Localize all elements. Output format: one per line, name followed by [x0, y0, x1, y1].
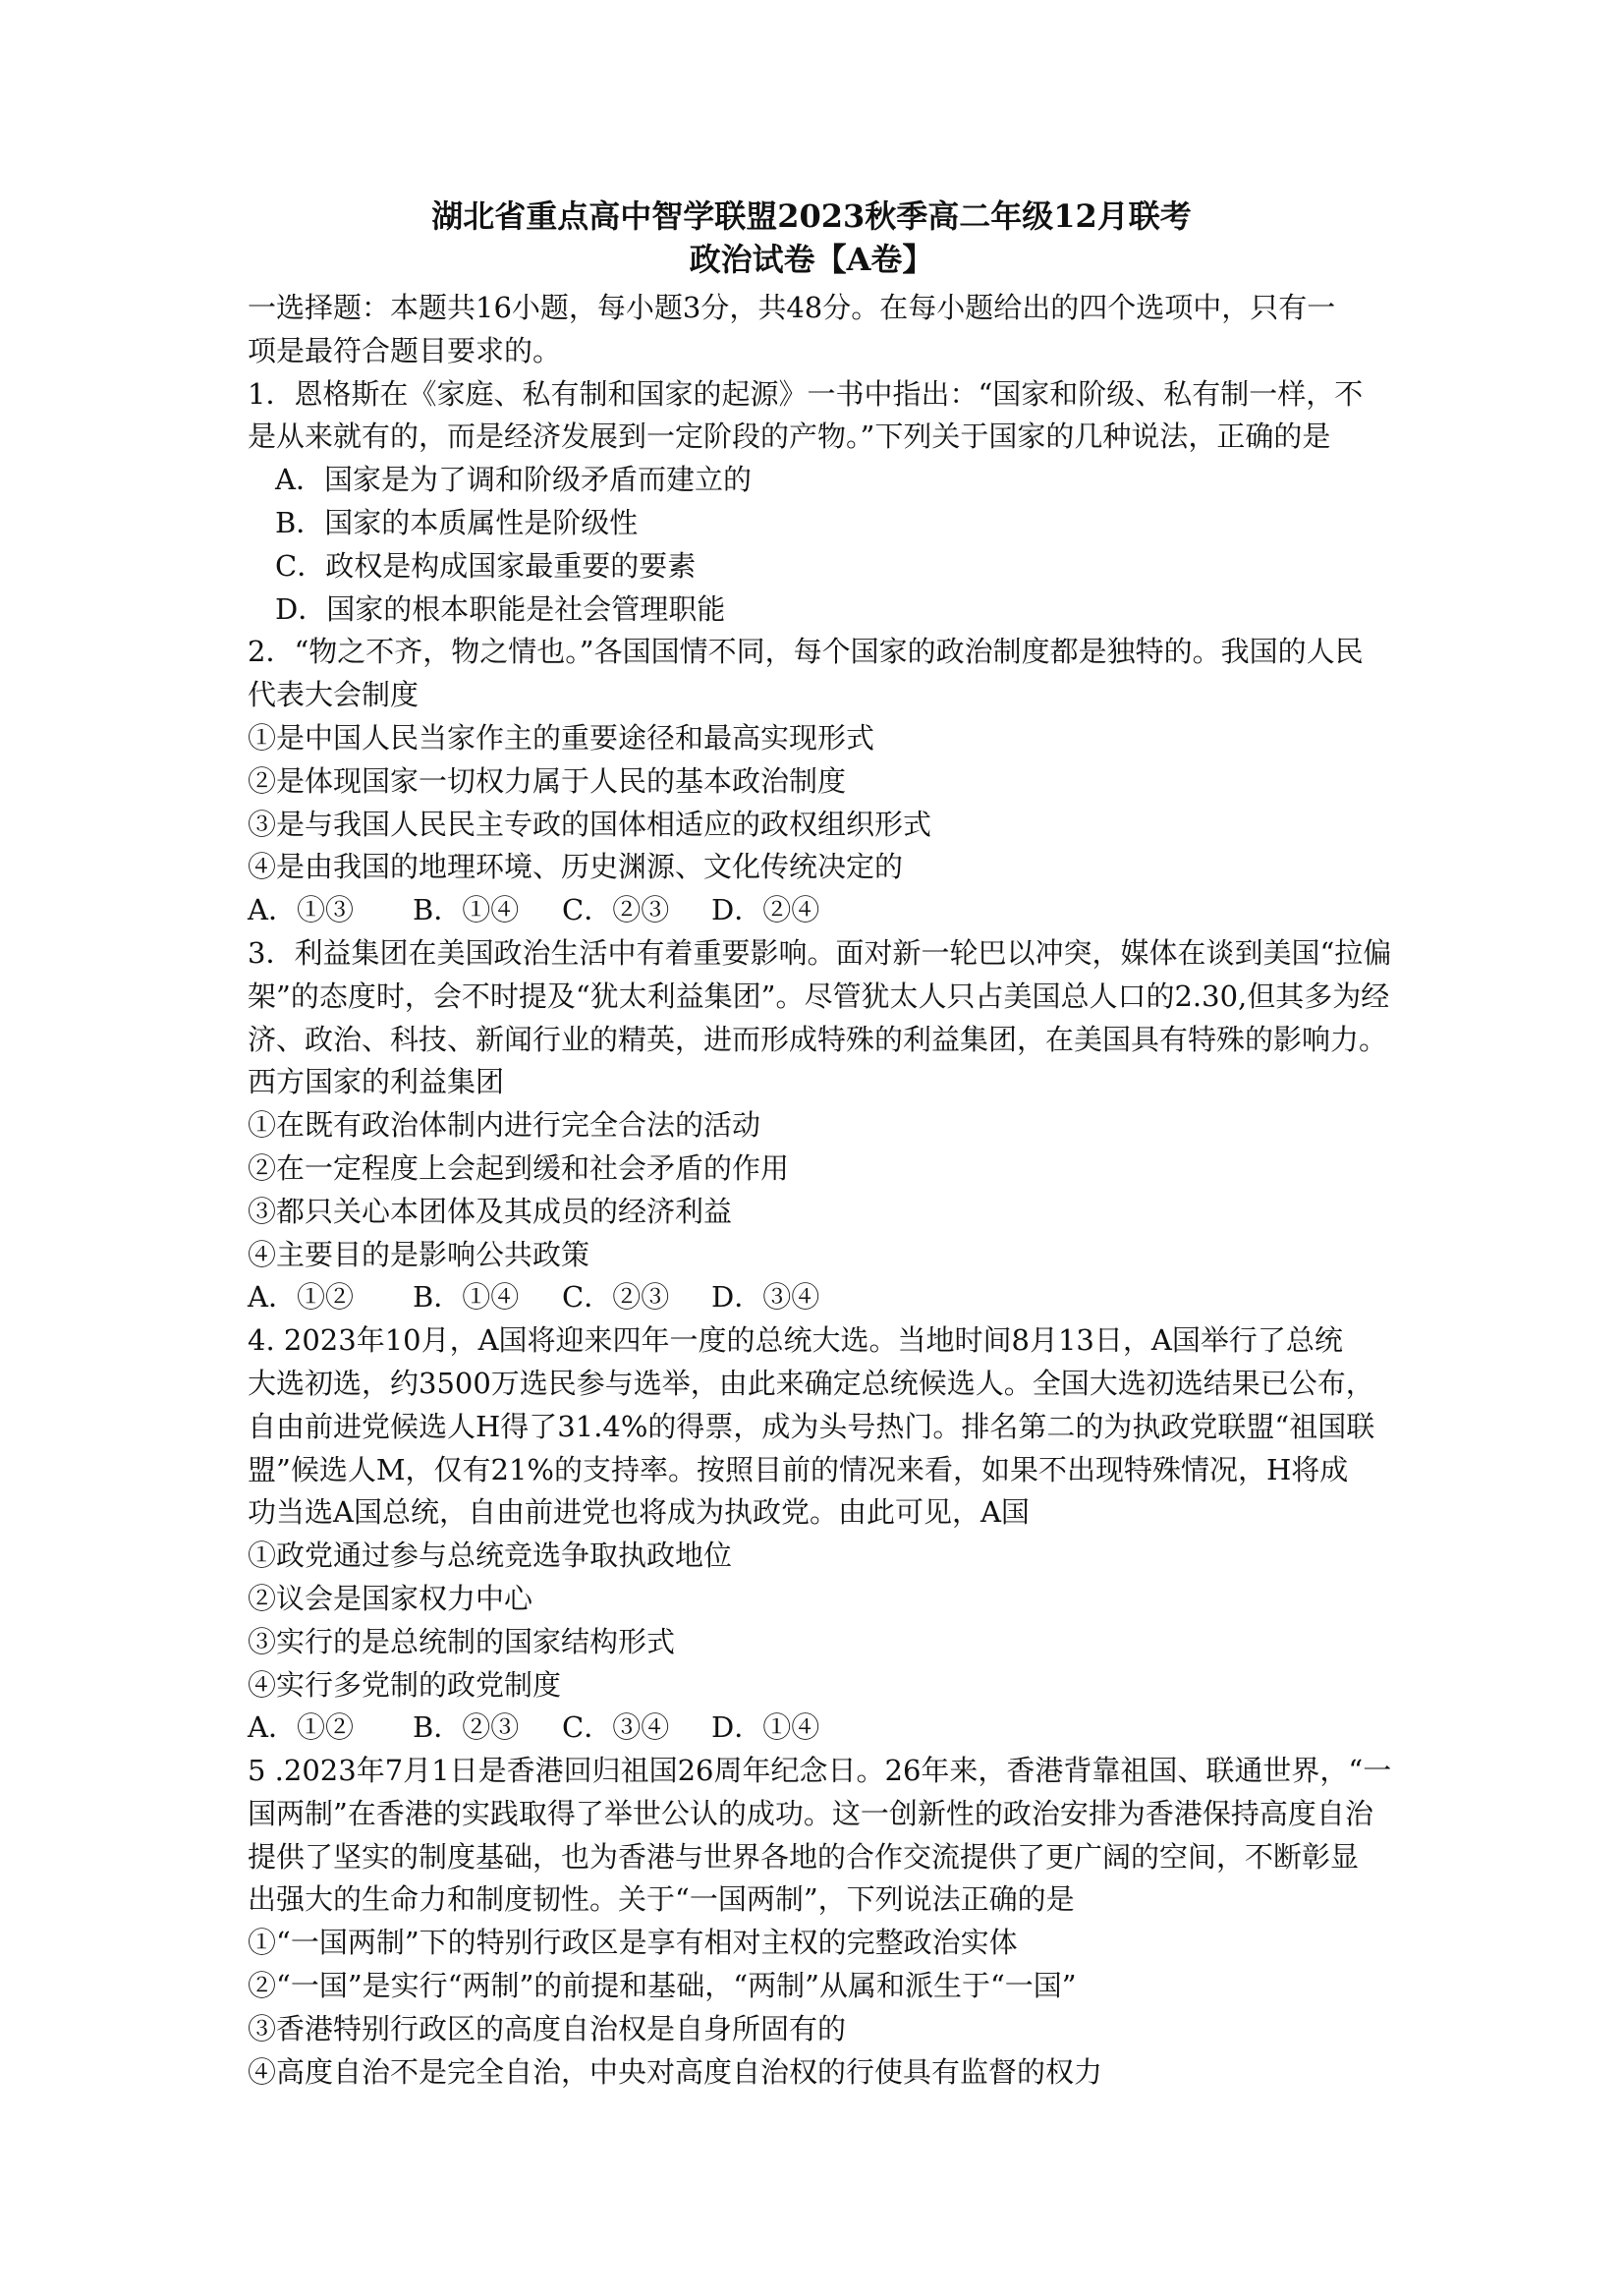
q2-choice-c: C．②③: [562, 893, 670, 927]
q5-statement-1: ①“一国两制”下的特别行政区是享有相对主权的完整政治实体: [248, 1926, 1018, 1960]
q3-stem: 西方国家的利益集团: [248, 1065, 505, 1099]
q3-statement-2: ②在一定程度上会起到缓和社会矛盾的作用: [248, 1150, 790, 1185]
q5-statement-4: ④高度自治不是完全自治，中央对高度自治权的行使具有监督的权力: [248, 2054, 1103, 2089]
exam-title: 湖北省重点高中智学联盟2023秋季高二年级12月联考: [431, 197, 1192, 235]
q2-statement-1: ①是中国人民当家作主的重要途径和最高实现形式: [248, 720, 875, 755]
q3-stem: 济、政治、科技、新闻行业的精英，进而形成特殊的利益集团，在美国具有特殊的影响力。: [248, 1022, 1388, 1056]
q2-choice-b: B．①④: [413, 893, 520, 927]
q4-statement-1: ①政党通过参与总统竞选争取执政地位: [248, 1539, 733, 1573]
q2-stem: 2．“物之不齐，物之情也。”各国国情不同，每个国家的政治制度都是独特的。我国的人民: [248, 635, 1364, 669]
q4-stem: 4. 2023年10月，A国将迎来四年一度的总统大选。当地时间8月13日，A国举行了总统: [248, 1323, 1343, 1358]
q3-statement-3: ③都只关心本团体及其成员的经济利益: [248, 1194, 733, 1228]
q2-stem: 代表大会制度: [248, 678, 420, 712]
q1-stem: 是从来就有的，而是经济发展到一定阶段的产物。”下列关于国家的几种说法，正确的是: [248, 420, 1331, 454]
q1-option-d: D．国家的根本职能是社会管理职能: [275, 591, 726, 626]
q4-stem: 盟”候选人M，仅有21%的支持率。按照目前的情况来看，如果不出现特殊情况，H将成: [248, 1452, 1349, 1486]
section-instruction: 一选择题：本题共16小题，每小题3分，共48分。在每小题给出的四个选项中，只有一: [248, 291, 1336, 324]
q4-choice-d: D．①④: [711, 1710, 820, 1745]
q1-stem: 1．恩格斯在《家庭、私有制和国家的起源》一书中指出：“国家和阶级、私有制一样，不: [248, 376, 1364, 411]
q4-statement-2: ②议会是国家权力中心: [248, 1581, 533, 1615]
q3-choices: [248, 1276, 1397, 1319]
exam-subtitle: 政治试卷【A卷】: [689, 241, 934, 278]
q5-stem: 提供了坚实的制度基础，也为香港与世界各地的合作交流提供了更广阔的空间，不断彰显: [248, 1839, 1360, 1874]
q4-statement-4: ④实行多党制的政党制度: [248, 1667, 562, 1702]
q2-statement-4: ④是由我国的地理环境、历史渊源、文化传统决定的: [248, 850, 904, 884]
q2-choices: [248, 889, 1397, 932]
q2-choice-a: A．①③: [248, 893, 354, 927]
q3-stem: 架”的态度时，会不时提及“犹太利益集团”。尽管犹太人只占美国总人口的2.30,但其多为经: [248, 979, 1390, 1013]
q3-stem: 3．利益集团在美国政治生活中有着重要影响。面对新一轮巴以冲突，媒体在谈到美国“拉偏: [248, 935, 1392, 970]
q5-stem: 出强大的生命力和制度韧性。关于“一国两制”，下列说法正确的是: [248, 1882, 1075, 1917]
q3-choice-c: C．②③: [562, 1280, 670, 1315]
q1-option-b: B．国家的本质属性是阶级性: [275, 505, 639, 539]
q3-choice-b: B．①④: [413, 1280, 520, 1315]
q3-choice-d: D．③④: [711, 1280, 820, 1315]
q5-stem: 5 .2023年7月1日是香港回归祖国26周年纪念日。26年来，香港背靠祖国、联通世界，“一: [248, 1754, 1392, 1788]
q4-statement-3: ③实行的是总统制的国家结构形式: [248, 1624, 676, 1658]
q4-stem: 自由前进党候选人H得了31.4%的得票，成为头号热门。排名第二的为执政党联盟“祖国联: [248, 1409, 1375, 1443]
q5-statement-2: ②“一国”是实行“两制”的前提和基础，“两制”从属和派生于“一国”: [248, 1969, 1077, 2003]
q4-choice-b: B．②③: [413, 1710, 520, 1745]
q4-stem: 大选初选，约3500万选民参与选举，由此来确定总统候选人。全国大选初选结果已公布，: [248, 1366, 1374, 1400]
q3-statement-4: ④主要目的是影响公共政策: [248, 1237, 590, 1271]
q1-option-c: C．政权是构成国家最重要的要素: [275, 548, 697, 583]
question-content: [248, 287, 1397, 2094]
q4-choices: [248, 1707, 1397, 1750]
q1-option-a: A．国家是为了调和阶级矛盾而建立的: [275, 463, 752, 497]
q3-statement-1: ①在既有政治体制内进行完全合法的活动: [248, 1108, 761, 1143]
q2-statement-2: ②是体现国家一切权力属于人民的基本政治制度: [248, 763, 847, 798]
q4-stem: 功当选A国总统，自由前进党也将成为执政党。由此可见，A国: [248, 1495, 1030, 1530]
q4-choice-c: C．③④: [562, 1710, 670, 1745]
q2-statement-3: ③是与我国人民民主专政的国体相适应的政权组织形式: [248, 807, 932, 841]
q5-statement-3: ③香港特别行政区的高度自治权是自身所固有的: [248, 2011, 847, 2045]
q3-choice-a: A．①②: [248, 1280, 354, 1315]
section-instruction: 项是最符合题目要求的。: [248, 333, 562, 367]
q2-choice-d: D．②④: [711, 893, 820, 927]
q5-stem: 国两制”在香港的实践取得了举世公认的成功。这一创新性的政治安排为香港保持高度自治: [248, 1796, 1373, 1830]
q4-choice-a: A．①②: [248, 1710, 354, 1745]
